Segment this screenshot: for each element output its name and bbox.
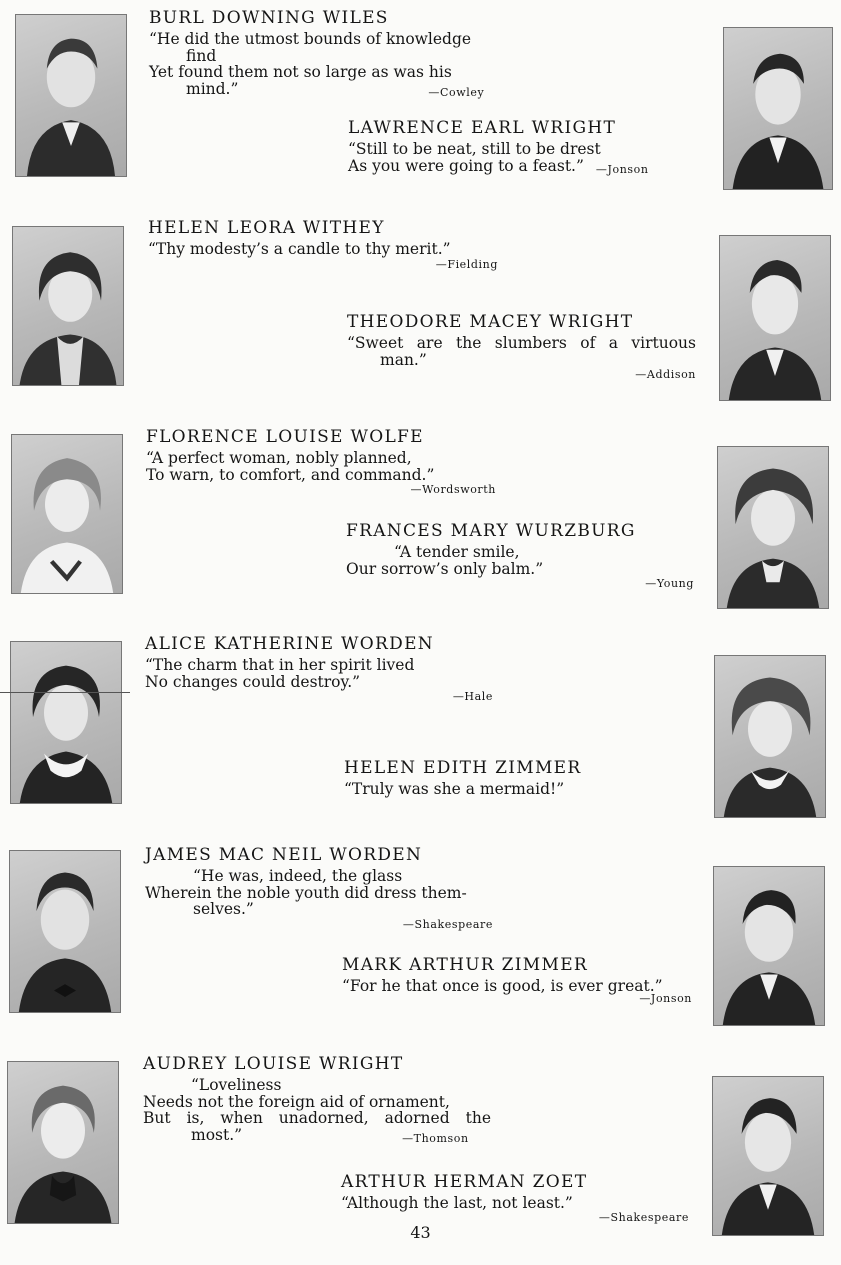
senior-entry: [346, 521, 694, 590]
senior-quote: [341, 1195, 689, 1224]
senior-quote: [145, 868, 493, 931]
quote-line: No changes could destroy.”: [145, 672, 361, 691]
quote-line: “A tender smile,: [394, 543, 520, 561]
quote-line: [149, 81, 499, 102]
quote-line: find: [186, 46, 217, 65]
senior-name: MARK ARTHUR ZIMMER: [342, 955, 589, 975]
quote-attribution: —Young: [645, 577, 694, 590]
quote-attribution: —Shakespeare: [598, 1210, 689, 1224]
senior-entry: [344, 758, 694, 798]
senior-quote: [145, 657, 495, 703]
scan-rule-line: [0, 692, 130, 693]
quote-attribution: —Jonson: [639, 991, 692, 1005]
quote-attribution: —Thomson: [402, 1131, 469, 1145]
senior-quote: [149, 31, 499, 101]
senior-name: HELEN LEORA WITHEY: [148, 218, 385, 238]
senior-name: FRANCES MARY WURZBURG: [346, 521, 636, 541]
senior-quote: [348, 141, 708, 178]
quote-line: But is, when unadorned, adorned the: [143, 1109, 491, 1127]
senior-entry: [342, 955, 692, 1005]
quote-line-text: mind.”: [186, 79, 239, 98]
quote-line: “Truly was she a mermaid!”: [344, 780, 565, 798]
senior-quote: [342, 978, 692, 1005]
senior-entry: [348, 118, 708, 178]
portrait-photo: [714, 655, 826, 818]
senior-entry: [145, 634, 495, 703]
portrait-photo: [11, 434, 123, 594]
portrait-photo: [12, 226, 124, 386]
quote-line: [348, 158, 708, 179]
quote-attribution: —Shakespeare: [402, 917, 493, 931]
quote-line: Our sorrow’s only balm.”: [346, 559, 544, 578]
quote-line: man.”: [380, 350, 427, 369]
portrait-photo: [9, 850, 121, 1013]
quote-attribution: —Wordsworth: [410, 483, 496, 496]
senior-name: HELEN EDITH ZIMMER: [344, 758, 582, 778]
senior-quote: [143, 1077, 491, 1147]
portrait-photo: [713, 866, 825, 1026]
senior-quote: [346, 544, 694, 590]
senior-quote: [347, 335, 696, 381]
portrait-photo: [15, 14, 127, 177]
quote-attribution: —Jonson: [595, 162, 649, 176]
quote-line: Wherein the noble youth did dress them-: [145, 883, 467, 902]
senior-entry: [143, 1054, 491, 1147]
senior-quote: [148, 241, 498, 271]
quote-line: To warn, to comfort, and command.”: [146, 465, 435, 484]
quote-line: “He was, indeed, the glass: [193, 867, 403, 885]
quote-attribution: —Hale: [452, 690, 493, 703]
quote-line: “A perfect woman, nobly planned,: [146, 449, 412, 467]
quote-attribution: —Fielding: [435, 257, 498, 271]
quote-line: [143, 1127, 491, 1148]
senior-entry: [146, 427, 496, 496]
quote-line: “Still to be neat, still to be drest: [348, 140, 601, 158]
senior-entry: [341, 1172, 689, 1224]
portrait-photo: [719, 235, 831, 401]
quote-attribution: —Addison: [635, 368, 696, 381]
quote-line: “Sweet are the slumbers of a virtuous: [347, 334, 696, 352]
senior-name: AUDREY LOUISE WRIGHT: [143, 1054, 404, 1074]
quote-line-text: As you were going to a feast.”: [348, 156, 584, 175]
portrait-photo: [717, 446, 829, 609]
quote-line-text: most.”: [191, 1125, 243, 1144]
quote-line: “The charm that in her spirit lived: [145, 656, 415, 674]
portrait-photo: [10, 641, 122, 804]
senior-name: ALICE KATHERINE WORDEN: [145, 634, 434, 654]
senior-quote: [344, 781, 694, 798]
quote-line: “Loveliness: [191, 1076, 282, 1094]
portrait-photo: [712, 1076, 824, 1236]
quote-line: Yet found them not so large as was his: [149, 63, 452, 81]
senior-name: LAWRENCE EARL WRIGHT: [348, 118, 617, 138]
senior-entry: [148, 218, 498, 271]
senior-name: JAMES MAC NEIL WORDEN: [145, 845, 423, 865]
portrait-photo: [7, 1061, 119, 1224]
senior-name: ARTHUR HERMAN ZOET: [341, 1172, 588, 1192]
quote-line: “He did the utmost bounds of knowledge: [149, 30, 472, 48]
quote-line: “Thy modesty’s a candle to thy merit.”: [148, 240, 451, 258]
senior-name: THEODORE MACEY WRIGHT: [347, 312, 634, 332]
portrait-photo: [723, 27, 833, 190]
senior-quote: [146, 450, 496, 496]
quote-line: “Although the last, not least.”: [341, 1194, 573, 1212]
page-number: 43: [410, 1223, 431, 1242]
senior-name: FLORENCE LOUISE WOLFE: [146, 427, 424, 447]
senior-entry: [149, 8, 499, 101]
senior-entry: [347, 312, 696, 381]
senior-name: BURL DOWNING WILES: [149, 8, 389, 28]
quote-line: “For he that once is good, is ever great.”: [342, 977, 663, 995]
quote-line: selves.”: [193, 900, 254, 918]
quote-line: Needs not the foreign aid of ornament,: [143, 1092, 450, 1111]
senior-entry: [145, 845, 493, 931]
quote-attribution: —Cowley: [428, 85, 485, 99]
